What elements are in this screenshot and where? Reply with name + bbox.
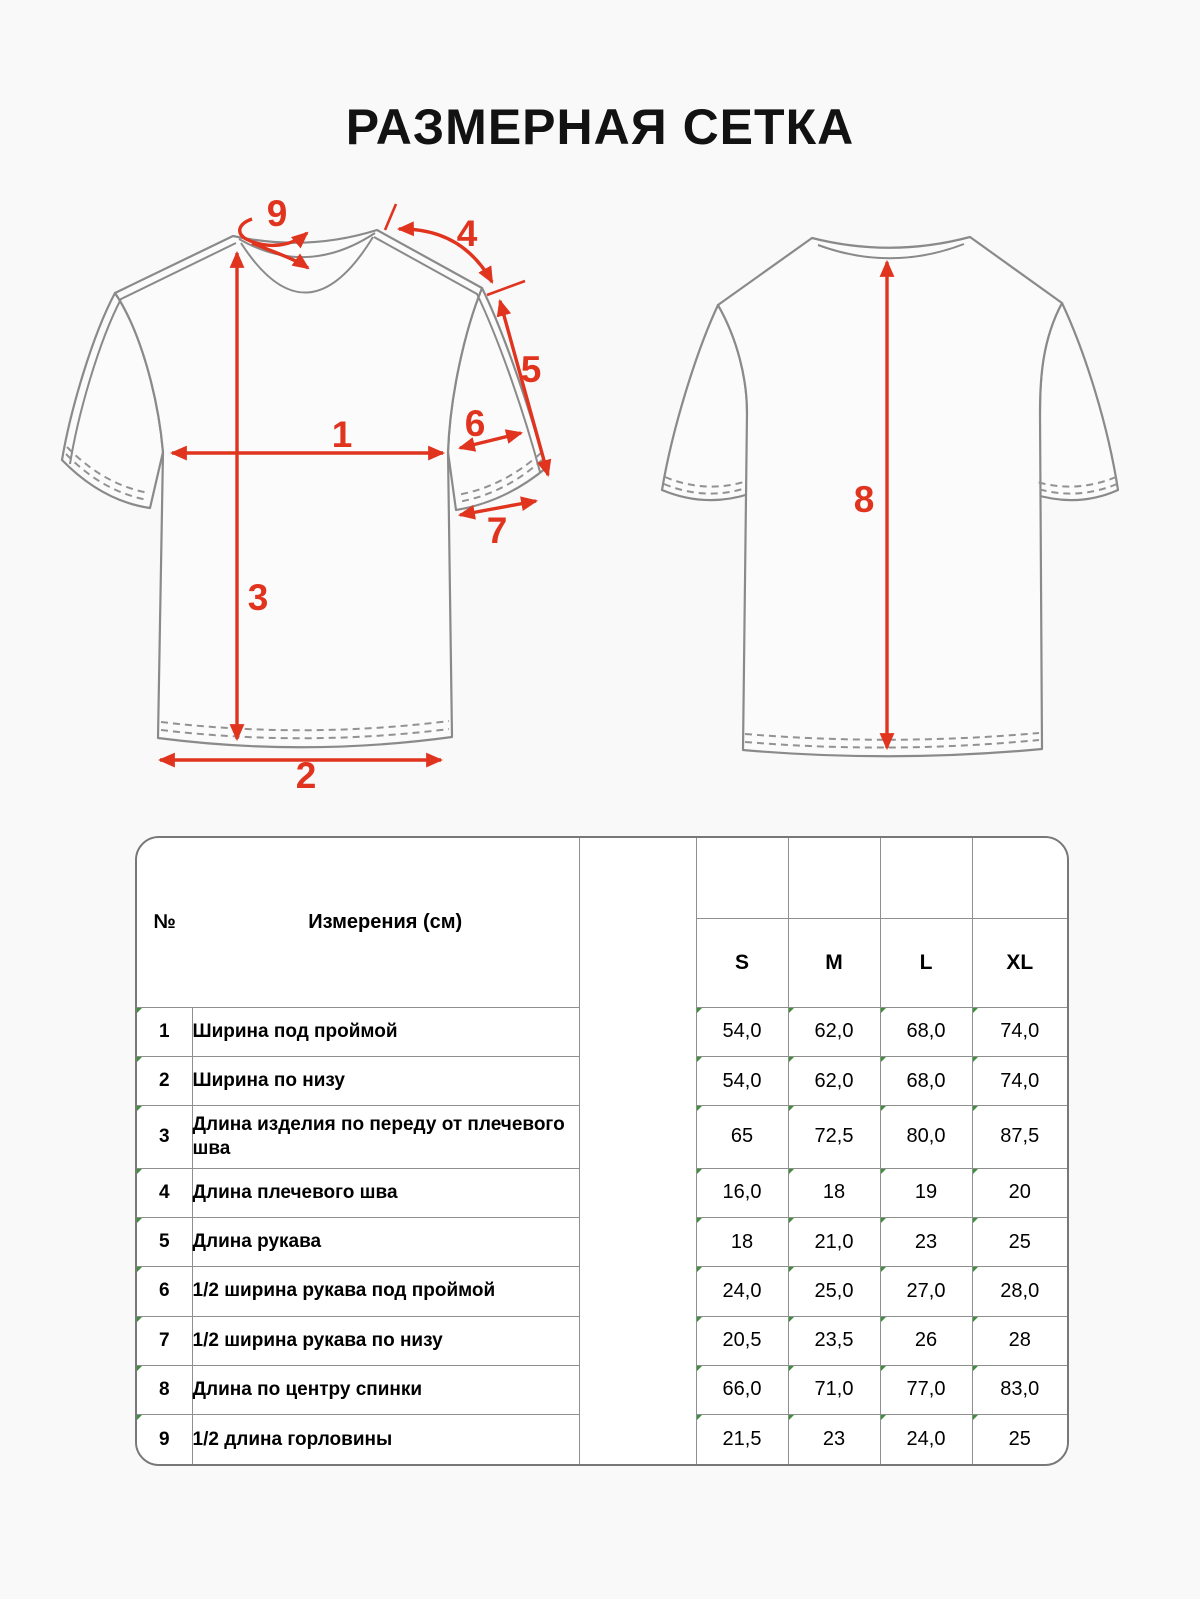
value-l: 68,0: [880, 1007, 972, 1056]
value-m: 62,0: [788, 1056, 880, 1105]
value-m: 21,0: [788, 1217, 880, 1266]
value-m: 62,0: [788, 1007, 880, 1056]
value-s: 20,5: [696, 1316, 788, 1365]
measure-label: Длина по центру спинки: [192, 1365, 579, 1414]
size-header-blank: [880, 838, 972, 919]
value-l: 27,0: [880, 1267, 972, 1316]
marker-7-label: 7: [486, 510, 508, 551]
measure-label: 1/2 ширина рукава под проймой: [192, 1267, 579, 1316]
row-number: 7: [137, 1316, 192, 1365]
front-body: [115, 230, 482, 747]
value-xl: 25: [972, 1415, 1067, 1464]
spacer-column: [579, 838, 696, 1464]
value-s: 54,0: [696, 1056, 788, 1105]
page-title: РАЗМЕРНАЯ СЕТКА: [345, 99, 855, 155]
value-l: 19: [880, 1168, 972, 1217]
size-header-blank: [788, 838, 880, 919]
measure-label: Длина плечевого шва: [192, 1168, 579, 1217]
size-header-xl: XL: [972, 919, 1067, 1008]
value-s: 21,5: [696, 1415, 788, 1464]
value-l: 80,0: [880, 1106, 972, 1168]
marker-2-label: 2: [295, 755, 317, 796]
measure-label: Длина рукава: [192, 1217, 579, 1266]
row-number: 3: [137, 1106, 192, 1168]
value-m: 25,0: [788, 1267, 880, 1316]
back-view-drawing: [662, 237, 1118, 756]
front-view-drawing: [62, 193, 548, 796]
row-number: 8: [137, 1365, 192, 1414]
column-header-measure: Измерения (см): [192, 838, 579, 1007]
value-xl: 74,0: [972, 1056, 1067, 1105]
size-header-blank: [972, 838, 1067, 919]
back-body: [718, 237, 1062, 756]
value-xl: 28: [972, 1316, 1067, 1365]
measure-label: 1/2 ширина рукава по низу: [192, 1316, 579, 1365]
value-xl: 83,0: [972, 1365, 1067, 1414]
value-xl: 74,0: [972, 1007, 1067, 1056]
marker-8-label: 8: [853, 479, 875, 520]
value-s: 16,0: [696, 1168, 788, 1217]
value-l: 26: [880, 1316, 972, 1365]
measure-label: 1/2 длина горловины: [192, 1415, 579, 1464]
value-xl: 20: [972, 1168, 1067, 1217]
size-header-s: S: [696, 919, 788, 1008]
marker-9-label: 9: [266, 193, 288, 234]
size-table: [137, 838, 1067, 1464]
marker-1-label: 1: [331, 414, 353, 455]
value-m: 23,5: [788, 1316, 880, 1365]
marker-3-label: 3: [247, 577, 269, 618]
value-s: 18: [696, 1217, 788, 1266]
value-l: 68,0: [880, 1056, 972, 1105]
value-s: 24,0: [696, 1267, 788, 1316]
size-header-blank: [696, 838, 788, 919]
measure-label: Ширина под проймой: [192, 1007, 579, 1056]
row-number: 2: [137, 1056, 192, 1105]
value-xl: 28,0: [972, 1267, 1067, 1316]
measure-label: Длина изделия по переду от плечевого шва: [192, 1106, 579, 1168]
value-m: 23: [788, 1415, 880, 1464]
value-s: 54,0: [696, 1007, 788, 1056]
value-s: 66,0: [696, 1365, 788, 1414]
measure-label: Ширина по низу: [192, 1056, 579, 1105]
dim-tick: [385, 204, 396, 230]
value-m: 18: [788, 1168, 880, 1217]
value-l: 24,0: [880, 1415, 972, 1464]
value-xl: 87,5: [972, 1106, 1067, 1168]
marker-6-label: 6: [464, 403, 486, 444]
row-number: 1: [137, 1007, 192, 1056]
tshirt-diagrams: [0, 170, 1200, 810]
value-l: 77,0: [880, 1365, 972, 1414]
row-number: 6: [137, 1267, 192, 1316]
size-header-l: L: [880, 919, 972, 1008]
value-s: 65: [696, 1106, 788, 1168]
size-table-wrap: [135, 836, 1069, 1466]
marker-5-label: 5: [520, 349, 542, 390]
dim-tick: [487, 281, 525, 295]
value-m: 72,5: [788, 1106, 880, 1168]
row-number: 4: [137, 1168, 192, 1217]
row-number: 5: [137, 1217, 192, 1266]
marker-4-label: 4: [456, 213, 478, 254]
value-xl: 25: [972, 1217, 1067, 1266]
column-header-number: №: [137, 838, 192, 1007]
size-header-m: M: [788, 919, 880, 1008]
value-l: 23: [880, 1217, 972, 1266]
row-number: 9: [137, 1415, 192, 1464]
value-m: 71,0: [788, 1365, 880, 1414]
